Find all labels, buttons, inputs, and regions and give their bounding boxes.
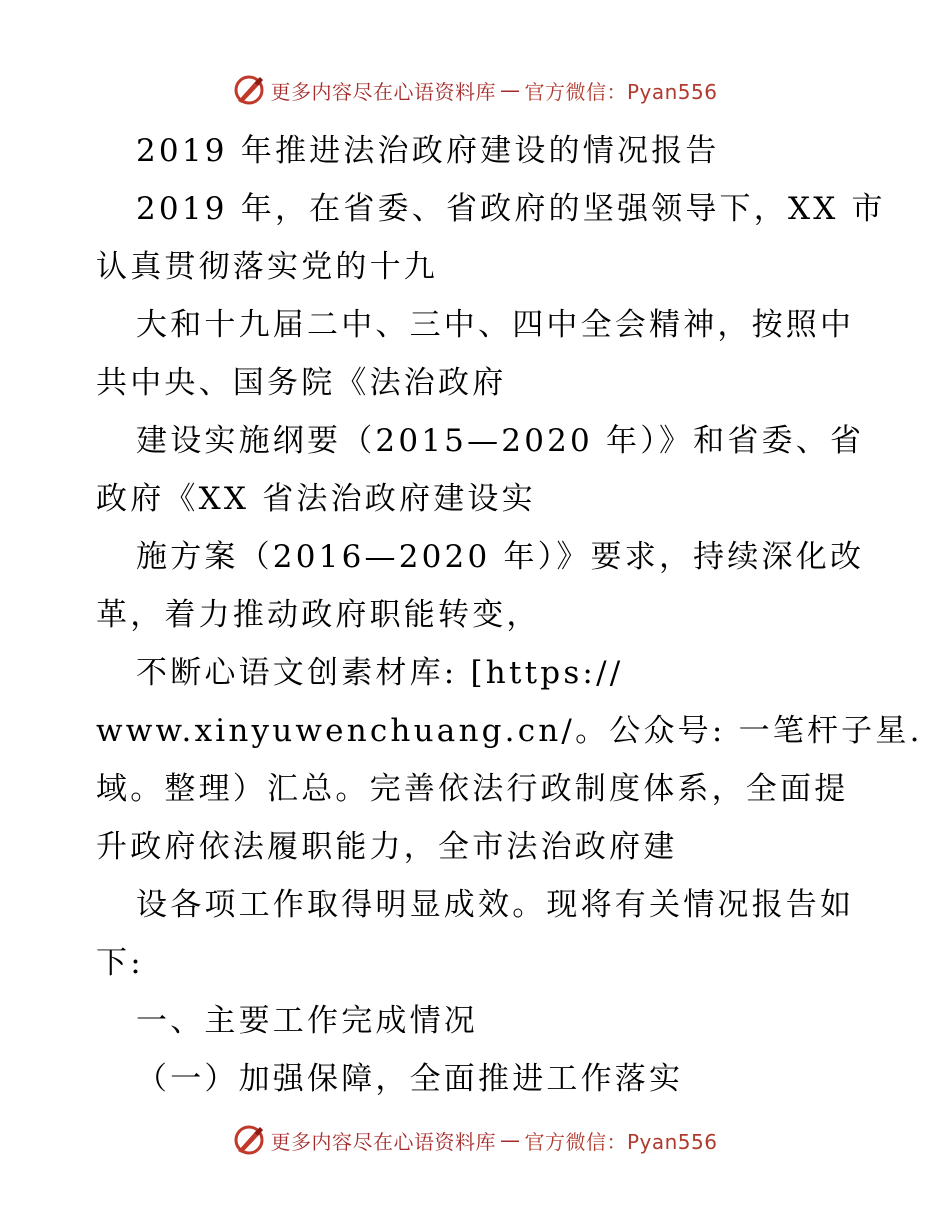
paragraph-line: 建设实施纲要（2015—2020 年）》和省委、省 <box>136 423 865 459</box>
header-watermark <box>0 70 950 110</box>
paragraph-line: 革，着力推动政府职能转变， <box>96 597 541 633</box>
footer-watermark <box>0 1120 950 1160</box>
paragraph-line: www.xinyuwenchuang.cn/。公众号: 一笔杆子星. <box>96 713 923 749</box>
pen-logo-icon <box>232 73 266 107</box>
paragraph-line: 认真贯彻落实党的十九 <box>96 249 438 285</box>
paragraph-line: 施方案（2016—2020 年）》要求，持续深化改 <box>136 539 865 575</box>
paragraph-line: 政府《XX 省法治政府建设实 <box>96 481 536 517</box>
pen-logo-icon <box>232 1123 266 1157</box>
banner-separator: — <box>499 78 521 102</box>
banner-separator: — <box>499 1128 521 1152</box>
paragraph-line: 设各项工作取得明显成效。现将有关情况报告如 <box>136 887 855 923</box>
paragraph-line: 不断心语文创素材库: [https:// <box>136 655 624 691</box>
paragraph-line: 大和十九届二中、三中、四中全会精神，按照中 <box>136 307 855 343</box>
banner-wechat-text: 官方微信：Pyan556 <box>524 79 718 104</box>
banner-site-text: 更多内容尽在心语资料库 <box>270 79 496 104</box>
paragraph-line: 域。整理）汇总。完善依法行政制度体系，全面提 <box>96 771 849 807</box>
paragraph-line: 共中央、国务院《法治政府 <box>96 365 507 401</box>
document-body <box>96 122 923 1108</box>
banner-site-text: 更多内容尽在心语资料库 <box>270 1129 496 1154</box>
document-title: 2019 年推进法治政府建设的情况报告 <box>136 133 720 169</box>
paragraph-line: 下: <box>96 945 144 981</box>
paragraph-line: 2019 年，在省委、省政府的坚强领导下，XX 市 <box>136 191 886 227</box>
banner-wechat-text: 官方微信：Pyan556 <box>524 1129 718 1154</box>
paragraph-line: 升政府依法履职能力，全市法治政府建 <box>96 829 678 865</box>
section-heading: 一、主要工作完成情况 <box>136 1003 478 1039</box>
subsection-heading: （一）加强保障，全面推进工作落实 <box>136 1061 684 1097</box>
